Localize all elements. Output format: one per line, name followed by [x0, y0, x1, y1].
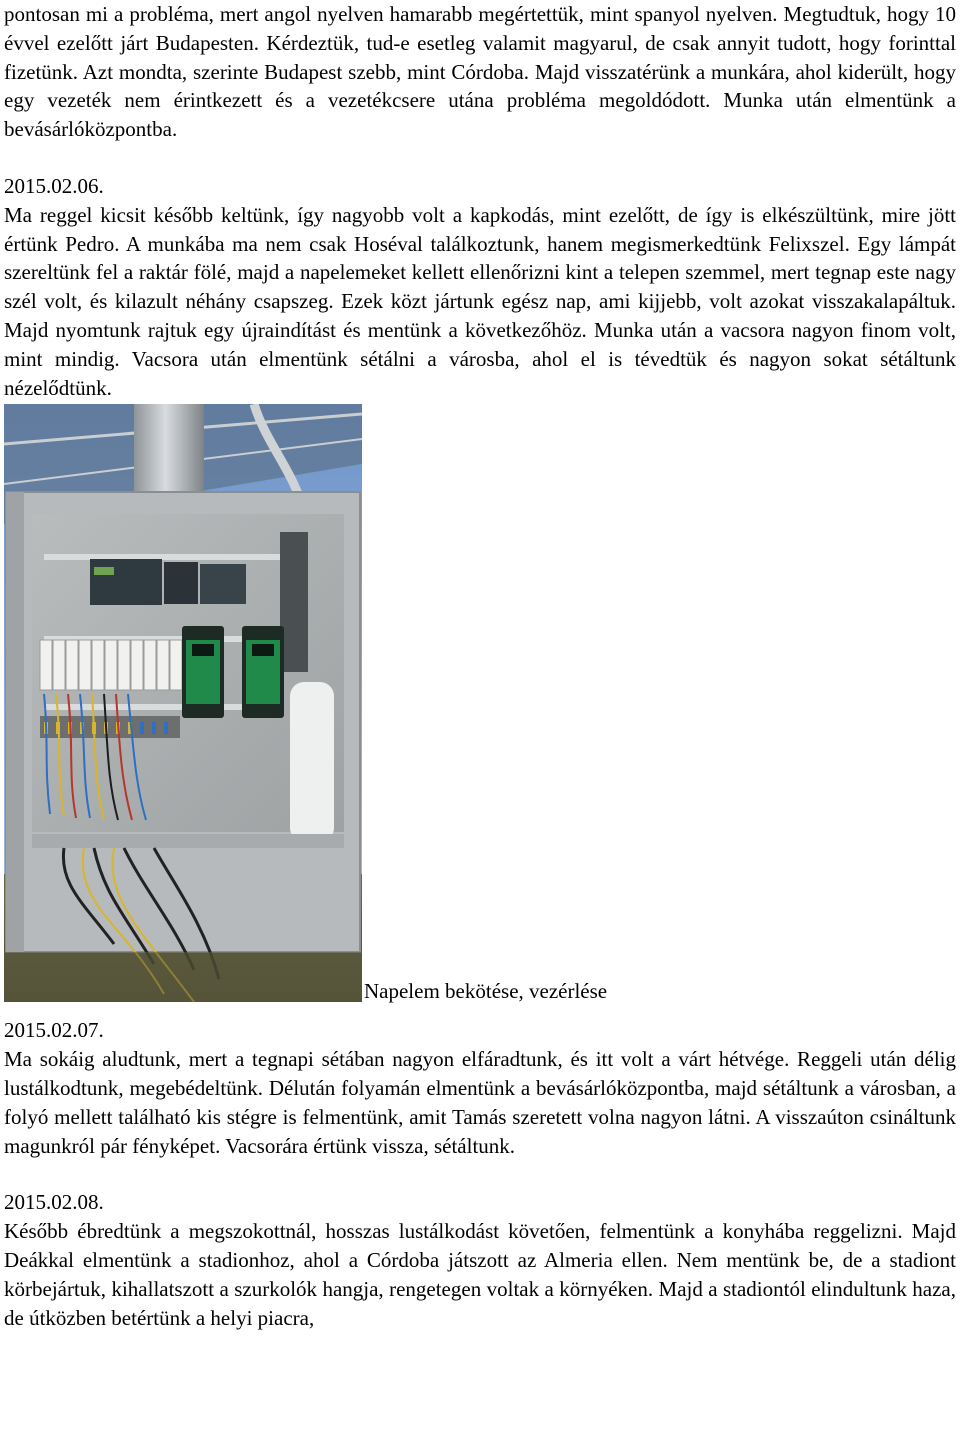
document-page [4, 0, 956, 1332]
entry-date: 2015.02.06. [4, 173, 104, 198]
entry-date: 2015.02.08. [4, 1190, 104, 1215]
entry-date: 2015.02.07. [4, 1018, 104, 1043]
entry-paragraph: Ma reggel kicsit később keltünk, így nagyobb volt a kapkodás, mint ezelőtt, de így is elkészültünk, mire jött értünk Pedro. A munkába ma nem csak Hoséval találkoztunk, hanem megismerkedtünk Felixszel. Egy lámpát szereltünk fel a raktár fölé, majd a napelemeket kellett ellenőrizni kint a telepen szemmel, mert tegnap este nagy szél volt, és kilazult néhány csapszeg. Ezek közt jártunk egész nap, ami kijjebb, volt azokat visszakalapáltuk. Majd nyomtunk rajtuk egy újraindítást és mentünk a következőhöz. Munka után a vacsora nagyon finom volt, mint mindig. Vacsora után elmentünk sétálni a városba, ahol el is tévedtük és nagyon sokat sétáltunk nézelődtünk. [4, 202, 956, 400]
control-cabinet-photo [4, 404, 362, 1002]
paragraph-gap [4, 1002, 956, 1016]
paragraph-continued: pontosan mi a probléma, mert angol nyelven hamarabb megértettük, mint spanyol nyelven. Megtudtuk, hogy 10 évvel ezelőtt járt Budapesten. Kérdeztük, tud-e esetleg valamit magyarul, de csak annyit tudott, hogy forinttal fizetünk. Azt mondta, szerinte Budapest szebb, mint Córdoba. Majd visszatérünk a munkára, ahol kiderült, hogy egy vezeték nem érintkezett és a vezetékcsere utána probléma megoldódott. Munka után elmentünk a bevásárlóközpontba. [4, 2, 956, 142]
paragraph-gap [4, 144, 956, 172]
entry-paragraph: Később ébredtünk a megszokottnál, hosszas lustálkodást követően, felmentünk a konyhába reggelizni. Majd Deákkal elmentünk a stadionhoz, ahol a Córdoba játszott az Almeria ellen. Nem mentünk be, de a stadiont körbejártuk, kihallatszott a szurkolók hangja, rengetegen voltak a környéken. Majd a stadiontól elindultunk haza, de útközben betértünk a helyi piacra, [4, 1219, 956, 1330]
paragraph-gap [4, 1160, 956, 1188]
entry-paragraph: Ma sokáig aludtunk, mert a tegnapi sétában nagyon elfáradtunk, és itt volt a várt hétvége. Reggeli után délig lustálkodtunk, megebédeltünk. Délután folyamán elmentünk a bevásárlóközpontba, majd sétáltunk a városban, a folyó mellett található kis stégre is felmentünk, amit Tamás szeretett volna nagyon látni. A visszaúton csináltunk magunkról pár fényképet. Vacsorára értünk vissza, sétáltunk. [4, 1047, 956, 1158]
photo-row [4, 404, 956, 1002]
photo-caption: Napelem bekötése, vezérlése [364, 979, 608, 1004]
